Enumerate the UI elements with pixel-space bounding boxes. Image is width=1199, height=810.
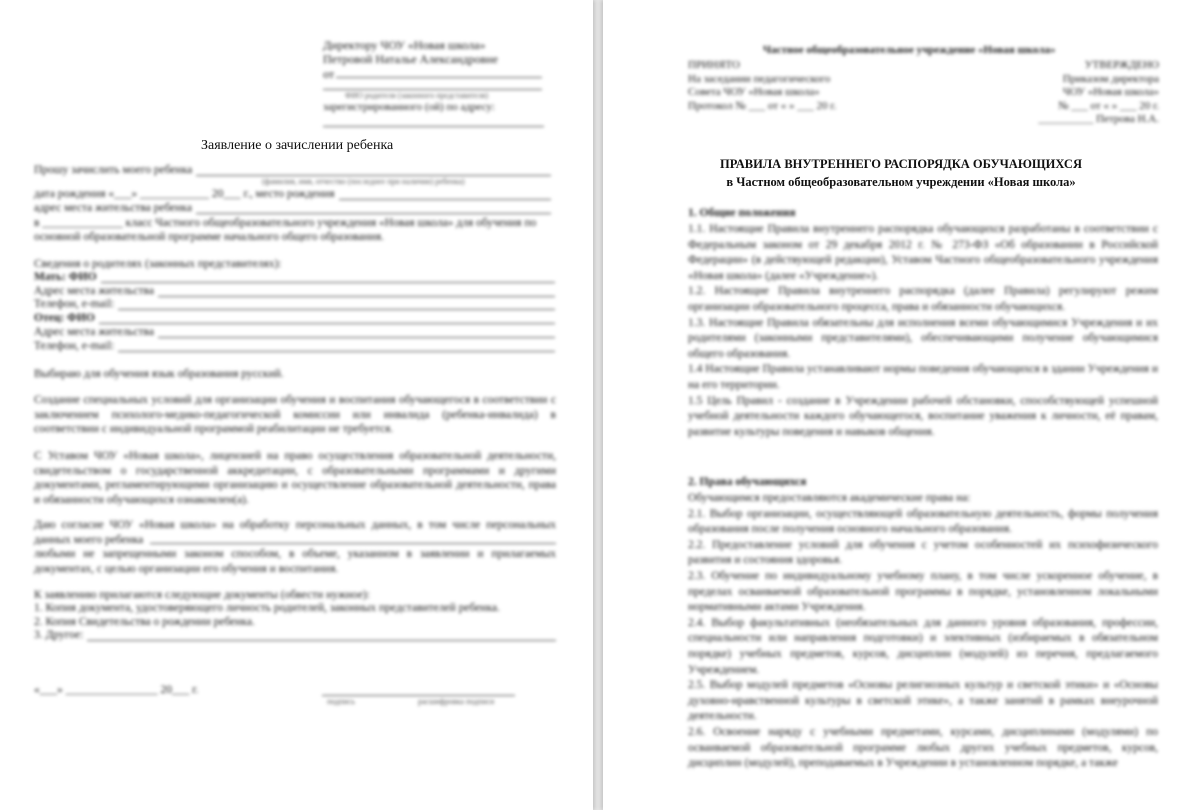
signature-line <box>322 695 515 696</box>
right-2-1: 2.1. Выбор организации, осуществляющей образовательную деятельность, формы получения образования после получения основного начального образования. <box>688 507 1158 536</box>
address-label: адрес места жительства ребенка <box>34 202 192 214</box>
application-page <box>0 0 593 810</box>
approval-right-1: УТВЕРЖДЕНО <box>1084 59 1159 71</box>
right-2-5: 2.5. Выбор модулей предметов «Основы религиозных культур и светской этики» и «Основы духовно-нравственной культуры в светской этике», а также занятий в рамках внеурочной деятельности. <box>688 679 1158 723</box>
attachment-3-label: 3. Другое: <box>34 629 84 641</box>
father-phone-label: Телефон, e-mail: <box>34 340 115 352</box>
attachment-2: 2. Копия Свидетельства о рождении ребенка. <box>34 616 255 628</box>
mother-address-label: Адрес места жительства <box>34 285 154 297</box>
approval-right-4: № ___ от « » ___ 20 г. <box>1058 99 1159 112</box>
approval-left-1: ПРИНЯТО <box>688 59 740 71</box>
rules-title: ПРАВИЛА ВНУТРЕННЕГО РАСПОРЯДКА ОБУЧАЮЩИХСЯ <box>720 157 1082 171</box>
right-2-4: 2.4. Выбор факультативных (необязательных для данного уровня образования, профессии, специальности или направления подготовки) и элективных (избираемых в обязательном порядке) учебных предметов, курсов, дисциплин (модулей) из перечня, предлагаемого Учреждением. <box>688 616 1158 676</box>
section-1-title: 1. Общие положения <box>688 207 796 219</box>
father-address-label: Адрес места жительства <box>34 326 154 338</box>
father-phone-line <box>118 341 555 352</box>
header-director-name: Петровой Наталье Александровне <box>323 52 498 66</box>
mother-phone-label: Телефон, e-mail: <box>34 298 115 310</box>
program-line: основной образовательной программе начального общего образования. <box>34 231 384 243</box>
rules-subtitle: в Частном общеобразовательном учреждении «Новая школа» <box>726 175 1076 189</box>
father-address-line <box>158 327 555 338</box>
rule-1-3: 1.3. Настоящие Правила обязательны для исполнения всеми обучающимися Учреждения и их родителями (законными представителями), обеспечивающими получение обучающимися общего образования. <box>688 316 1158 360</box>
section-2-title: 2. Права обучающихся <box>688 476 807 488</box>
header-note: ФИО родителя (законного представителя) <box>345 91 489 100</box>
attachment-3-line <box>87 630 556 641</box>
special-conditions: Создание специальных условий для организации обучения и воспитания обучающегося в соответствии с заключением психолого-медико-педагогической комиссии или инвалида (ребенка-инвалида) в соответствии с индивидуальной программой реабилитации не требуется. <box>34 394 556 435</box>
address-line <box>196 203 551 214</box>
rights-intro: Обучающимся предоставляются академические права на: <box>688 492 971 504</box>
header-director: Директору ЧОУ «Новая школа» <box>323 38 486 52</box>
consent-end: любыми не запрещенными законом способом, в объеме, указанном в заявлении и прилагаемых документах, с целью организации его обучения и воспитания. <box>34 548 556 575</box>
father-row <box>34 312 555 324</box>
approval-left-block <box>688 59 836 113</box>
consent-start: Даю согласие ЧОУ «Новая школа» на обработку персональных данных, в том числе персональных данных моего ребенка <box>34 519 556 546</box>
header-address-line <box>323 126 544 127</box>
organization-name: Частное общеобразовательное учреждение «Новая школа» <box>763 44 1056 56</box>
rule-1-5: 1.5 Цель Правил - создание в Учреждении рабочей обстановки, способствующей успешной учебной деятельности каждого обучающегося, воспитание уважения к личности, её правам, развитие культуры поведения и навыков общения. <box>688 394 1158 438</box>
mother-address-row <box>34 285 555 297</box>
approval-left-3: Совета ЧОУ «Новая школа» <box>688 86 820 98</box>
mother-phone-row <box>34 298 555 310</box>
approval-right-5: __________ Петрова Н.А. <box>1038 113 1159 125</box>
header-address-label: зарегистрированного (ой) по адресу: <box>323 101 495 113</box>
header-line-2 <box>323 89 542 90</box>
request-label: Прошу зачислить моего ребенка <box>34 164 193 176</box>
address-row <box>34 202 551 214</box>
parents-header: Сведения о родителях (законных представителях): <box>34 258 282 270</box>
rule-1-2: 1.2. Настоящие Правила внутреннего распорядка (далее Правила) регулируют режим организации образовательного процесса, права и обязанности обучающихся. <box>688 285 1158 313</box>
mother-phone-line <box>118 299 555 310</box>
father-address-row <box>34 326 555 338</box>
class-line: в ______________ класс Частного общеобразовательного учреждения «Новая школа» для обучения по <box>34 217 537 229</box>
request-note: (фамилия, имя, отчество (последнее при наличии) ребенка) <box>262 177 465 186</box>
section-1-body <box>688 222 1158 440</box>
rule-1-4: 1.4 Настоящие Правила устанавливают нормы поведения обучающихся в здании Учреждения и на его территории. <box>688 363 1158 391</box>
acquainted-statement: С Уставом ЧОУ «Новая школа», лицензией на право осуществления образовательной деятельности, свидетельством о государственной аккредитации, с образовательными программами и другими документами, регламентирующими организацию и осуществление образовательной деятельности, права и обязанности обучающихся ознакомлен(а). <box>34 450 556 506</box>
mother-label: Мать: ФИО <box>34 271 97 283</box>
right-2-3: 2.3. Обучение по индивидуальному учебному плану, в том числе ускоренное обучение, в пределах осваиваемой образовательной программы в порядке, установленном локальными нормативными актами Учреждения. <box>688 569 1158 614</box>
rule-1-1: 1.1. Настоящие Правила внутреннего распорядка обучающихся разработаны в соответствии с Федеральным законом от 29 декабря 2012 г. № 273-ФЗ «Об образовании в Российской Федерации» (в действующей редакции), Уставом Частного общеобразовательного учреждения «Новая школа» (далее «Учреждение»). <box>688 223 1158 282</box>
birth-line <box>339 189 551 200</box>
signature-label: подпись <box>327 697 355 706</box>
attachment-3-row <box>34 629 556 641</box>
birth-label: дата рождения «___» ____________ 20___ г., место рождения <box>34 188 335 200</box>
request-line <box>196 165 551 176</box>
father-line <box>99 313 555 324</box>
attachments-header: К заявлению прилагаются следующие документы (обвести нужное): <box>34 589 370 601</box>
approval-left-2: На заседании педагогического <box>688 72 831 85</box>
request-row <box>34 164 551 176</box>
header-from-label: от <box>323 67 335 81</box>
mother-address-line <box>158 286 555 297</box>
rules-page <box>603 0 1199 810</box>
approval-right-block <box>1038 59 1159 127</box>
attachment-1: 1. Копия документа, удостоверяющего личность родителей, законных представителей ребенка. <box>34 602 500 614</box>
mother-line <box>101 272 555 283</box>
approval-left-4: Протокол № ___ от « » ___ 20 г. <box>688 99 837 112</box>
consent-line <box>150 543 556 544</box>
right-2-2: 2.2. Предоставление условий для обучения с учетом особенностей их психофизического развития и состояния здоровья. <box>688 538 1158 567</box>
language-statement: Выбираю для обучения язык образования русский. <box>34 368 284 380</box>
date-line: «___» ________________ 20___ г. <box>34 684 199 696</box>
approval-right-3: ЧОУ «Новая школа» <box>1062 86 1159 98</box>
decode-label: расшифровка подписи <box>418 697 495 706</box>
father-phone-row <box>34 340 555 352</box>
approval-right-2: Приказом директора <box>1062 72 1159 85</box>
section-2-body <box>688 491 1158 772</box>
application-title: Заявление о зачислении ребенка <box>201 138 394 153</box>
birth-row <box>34 188 551 200</box>
father-label: Отец: ФИО <box>34 312 95 324</box>
header-from-line <box>336 77 542 78</box>
mother-row <box>34 271 555 283</box>
right-2-6: 2.6. Освоение наряду с учебными предметами, курсами, дисциплинами (модулями) по осваиваемой образовательной программе любых других учебных предметов, курсов, дисциплин (модулей), преподаваемых в Учреждении в установленном порядке, а также <box>688 725 1158 770</box>
